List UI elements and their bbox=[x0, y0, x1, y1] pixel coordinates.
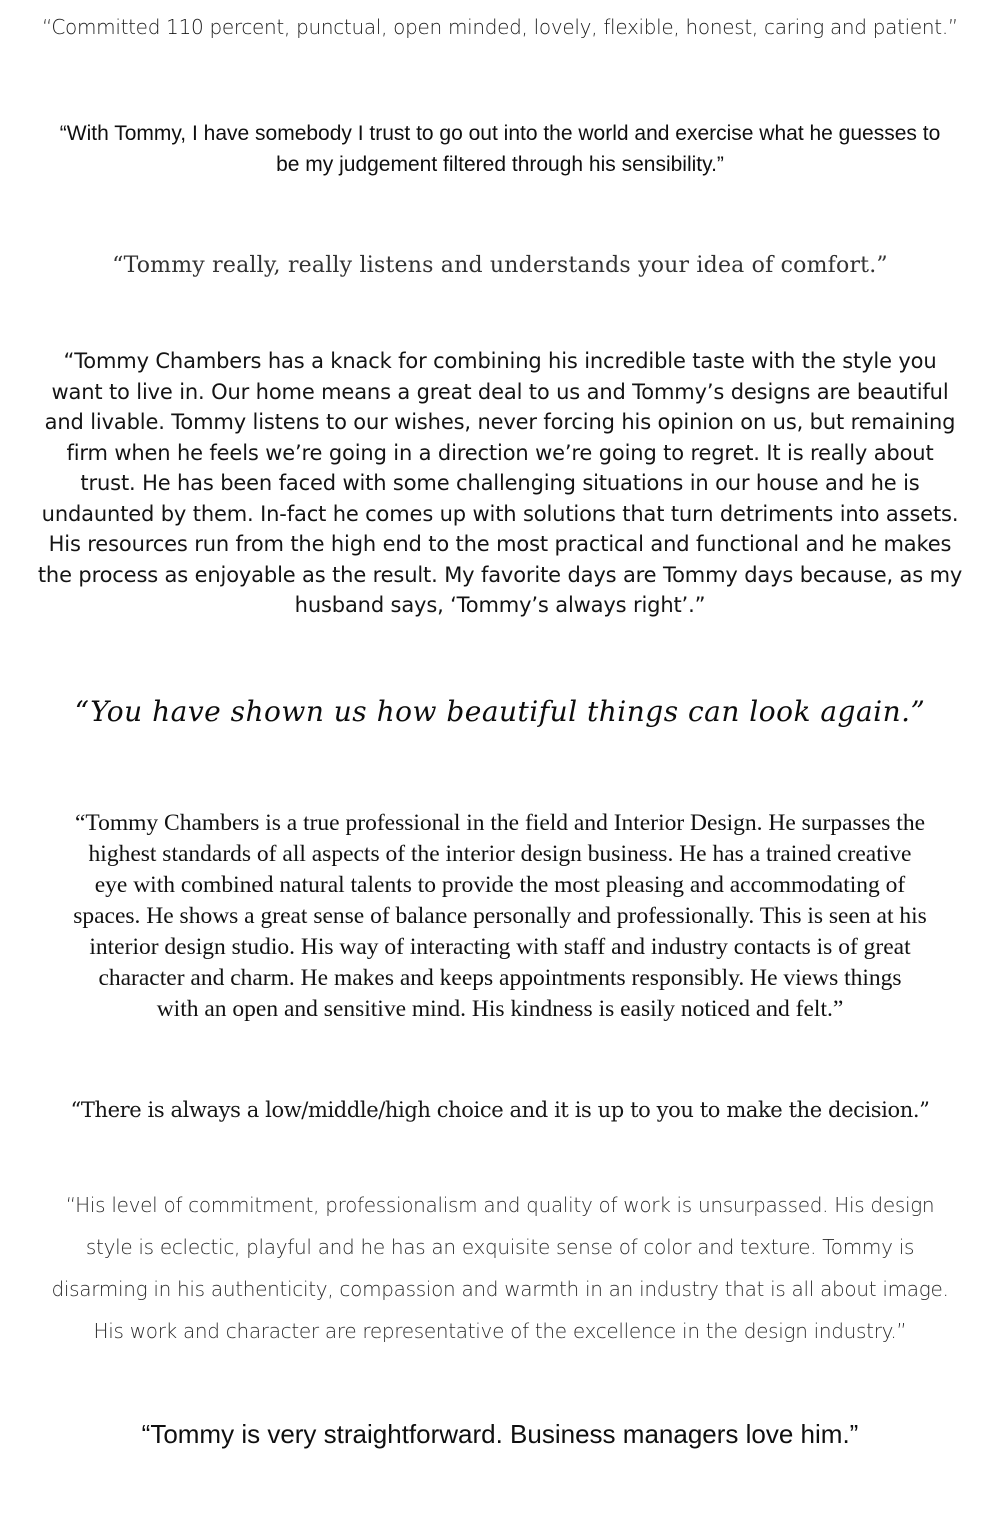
quote-line: highest standards of all aspects of the interior design business. He has a trained creative bbox=[88, 841, 912, 867]
quote-line: husband says, ‘Tommy’s always right’.” bbox=[294, 593, 706, 617]
testimonial-quote bbox=[10, 1415, 990, 1453]
quote-line: interior design studio. His way of interacting with staff and industry contacts is of great bbox=[89, 934, 911, 960]
quote-line: firm when he feels we’re going in a direction we’re going to regret. It is really about bbox=[66, 440, 934, 465]
quote-line: undaunted by them. In-fact he comes up with solutions that turn detriments into assets. bbox=[41, 501, 959, 526]
quote-line: His resources run from the high end to the most practical and functional and he makes bbox=[48, 532, 952, 556]
quote-line: “Tommy is very straightforward. Business managers love him.” bbox=[141, 1419, 859, 1449]
quote-line: “Committed 110 percent, punctual, open minded, lovely, flexible, honest, caring and patient.” bbox=[42, 15, 958, 39]
quote-line: character and charm. He makes and keeps appointments responsibly. He views things bbox=[98, 965, 902, 991]
testimonial-quote bbox=[10, 1094, 990, 1126]
quote-line: disarming in his authenticity, compassion and warmth in an industry that is all about image. bbox=[51, 1277, 949, 1301]
quote-line: be my judgement filtered through his sensibility.” bbox=[276, 153, 724, 176]
quote-line: spaces. He shows a great sense of balance personally and professionally. This is seen at his bbox=[73, 903, 927, 929]
quote-line: “Tommy Chambers is a true professional in the field and Interior Design. He surpasses the bbox=[74, 810, 926, 836]
testimonial-quote bbox=[10, 118, 990, 180]
testimonial-quote bbox=[10, 690, 990, 734]
testimonial-quote bbox=[10, 12, 990, 42]
testimonial-quote bbox=[10, 1184, 990, 1352]
testimonial-quote bbox=[10, 346, 990, 621]
quote-line: “Tommy really, really listens and understands your idea of comfort.” bbox=[112, 253, 888, 278]
testimonial-quote bbox=[10, 808, 990, 1025]
quote-line: “With Tommy, I have somebody I trust to go out into the world and exercise what he guesses to bbox=[59, 122, 941, 145]
quote-line: style is eclectic, playful and he has an exquisite sense of color and texture. Tommy is bbox=[85, 1235, 915, 1259]
quote-line: His work and character are representative of the excellence in the design industry.” bbox=[93, 1319, 907, 1343]
quote-line: “His level of commitment, professionalism and quality of work is unsurpassed. His design bbox=[65, 1193, 935, 1217]
quote-line: the process as enjoyable as the result. My favorite days are Tommy days because, as my bbox=[37, 562, 963, 587]
quote-line: “You have shown us how beautiful things can look again.” bbox=[74, 695, 926, 728]
quote-line: want to live in. Our home means a great deal to us and Tommy’s designs are beautiful bbox=[51, 379, 949, 404]
testimonial-quote bbox=[10, 250, 990, 282]
quote-line: “There is always a low/middle/high choice and it is up to you to make the decision.” bbox=[70, 1098, 930, 1122]
quote-line: and livable. Tommy listens to our wishes, never forcing his opinion on us, but remaining bbox=[44, 410, 956, 434]
quote-line: with an open and sensitive mind. His kindness is easily noticed and felt.” bbox=[156, 996, 844, 1022]
quote-line: eye with combined natural talents to provide the most pleasing and accommodating of bbox=[94, 872, 906, 898]
quote-line: “Tommy Chambers has a knack for combining his incredible taste with the style you bbox=[63, 349, 937, 373]
quote-line: trust. He has been faced with some challenging situations in our house and he is bbox=[80, 471, 920, 495]
